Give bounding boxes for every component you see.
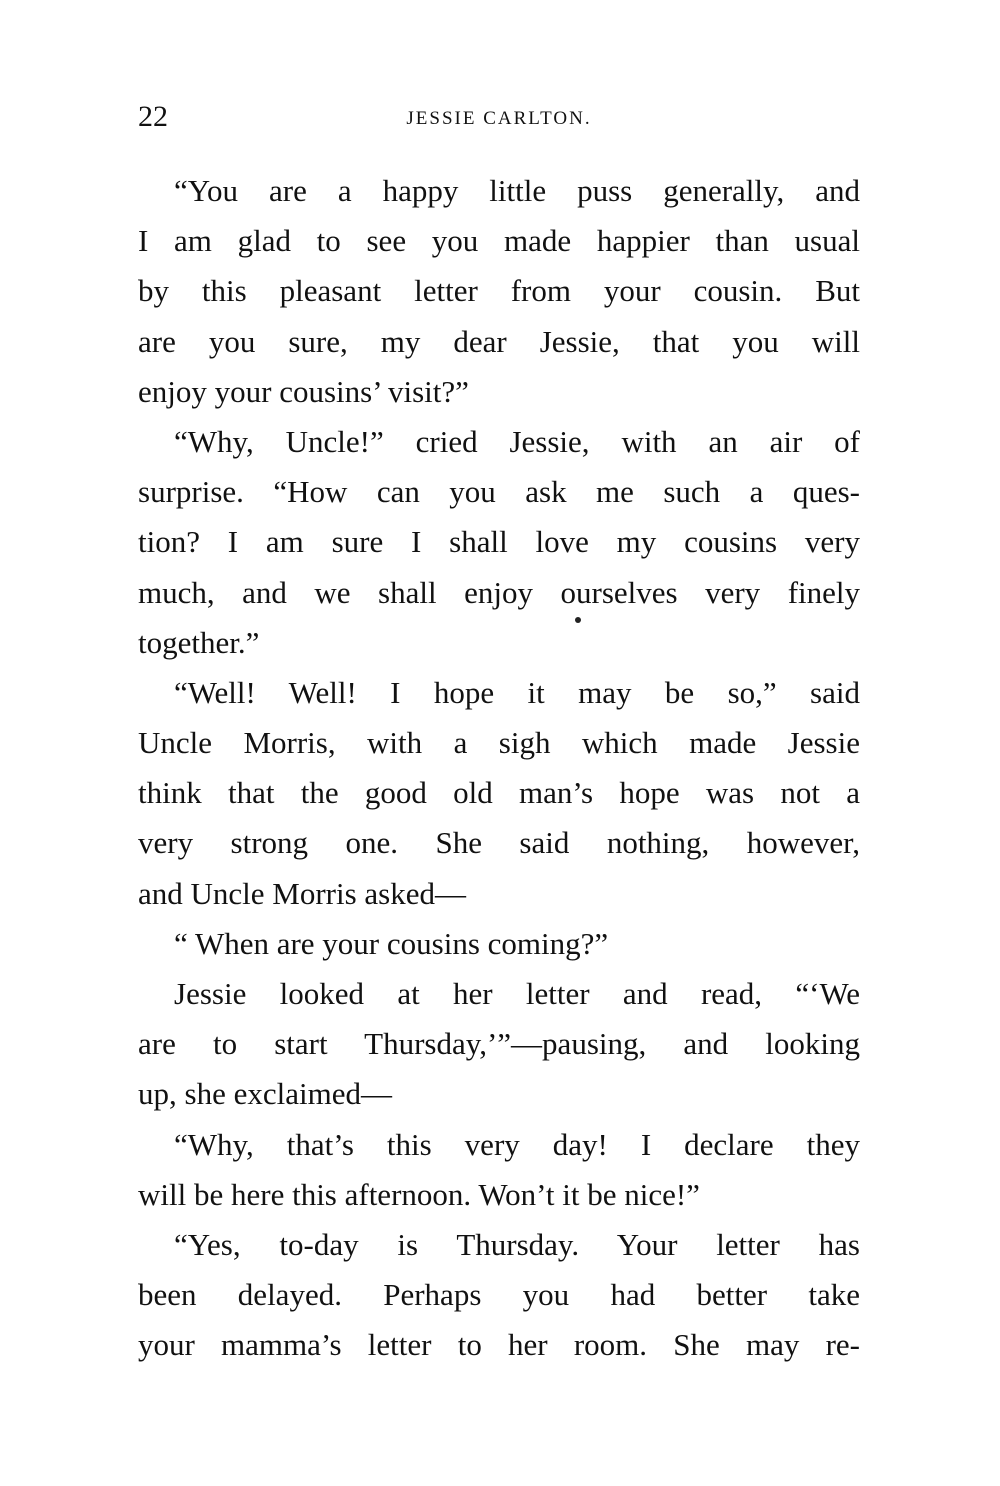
text-line: together.”: [138, 624, 260, 660]
text-line: “Well! Well! I hope it may be so,” said: [174, 674, 860, 710]
text-line: much, and we shall enjoy ourselves very finely: [138, 574, 860, 610]
text-line: I am glad to see you made happier than usual: [138, 223, 860, 259]
text-line: been delayed. Perhaps you had better take: [138, 1277, 860, 1313]
running-title: JESSIE CARLTON.: [406, 108, 592, 129]
text-line: up, she exclaimed—: [138, 1076, 392, 1112]
text-line: will be here this afternoon. Won’t it be nice!”: [138, 1176, 700, 1212]
text-line: are you sure, my dear Jessie, that you will: [138, 323, 860, 359]
text-line: are to start Thursday,’”—pausing, and looking: [138, 1026, 860, 1062]
text-line: surprise. “How can you ask me such a ques-: [138, 474, 860, 510]
text-line: very strong one. She said nothing, however,: [138, 825, 860, 861]
text-line: “ When are your cousins coming?”: [174, 925, 609, 961]
text-line: by this pleasant letter from your cousin. But: [138, 273, 860, 309]
text-line: Jessie looked at her letter and read, “‘We: [174, 976, 860, 1011]
text-line: Uncle Morris, with a sigh which made Jessie: [138, 725, 860, 761]
text-line: enjoy your cousins’ visit?”: [138, 373, 469, 409]
text-line: “Why, that’s this very day! I declare they: [174, 1126, 860, 1162]
page-number: 22: [138, 100, 168, 133]
text-line: “Yes, to-day is Thursday. Your letter has: [174, 1226, 860, 1262]
body-text: [138, 166, 860, 1371]
text-line: “Why, Uncle!” cried Jessie, with an air of: [174, 423, 860, 459]
text-line: your mamma’s letter to her room. She may re-: [138, 1327, 860, 1363]
text-line: and Uncle Morris asked—: [138, 875, 466, 911]
ink-speck: [575, 617, 581, 623]
text-line: tion? I am sure I shall love my cousins very: [138, 524, 860, 560]
text-line: think that the good old man’s hope was not a: [138, 775, 860, 811]
text-line: “You are a happy little puss generally, and: [174, 173, 860, 208]
running-head: [138, 100, 860, 140]
